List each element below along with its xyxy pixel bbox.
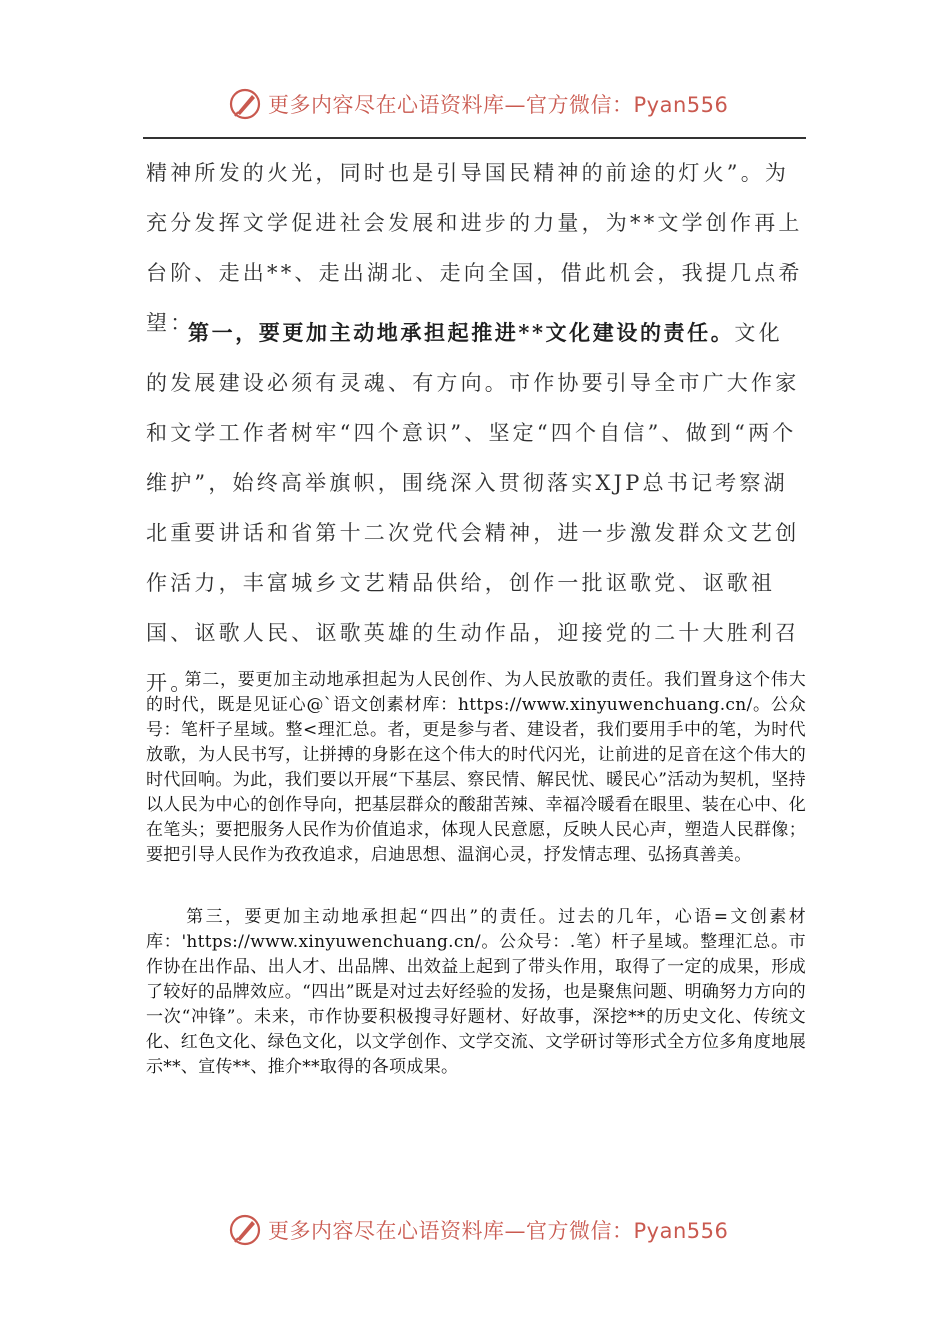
point-two-text: 第二，要更加主动地承担起为人民创作、为人民放歌的责任。我们置身这个伟大的时代，既是见证心@`语文创素材库：https://www.xinyuwenchuang.cn/。公众号：笔杆子星域。整<理汇总。者，更是参与者、建设者，我们要用手中的笔，为时代放歌，为人民书写，让拼搏的身影在这个伟大的时代闪光，让前进的足音在这个伟大的时代回响。为此，我们要以开展“下基层、察民情、解民忧、暖民心”活动为契机，坚持以人民为中心的创作导向，把基层群众的酸甜苦辣、幸福冷暖看在眼里、装在心中、化在笔头；要把服务人民作为价值追求，体现人民意愿，反映人民心声，塑造人民群像；要把引导人民作为孜孜追求，启迪思想、温润心灵，抒发情志理、弘扬真善美。 (146, 670, 806, 865)
paragraph-point-one (146, 308, 806, 708)
quill-logo-icon (228, 1213, 262, 1247)
header-banner (228, 84, 728, 124)
point-one-text: 文化的发展建设必须有灵魂、有方向。市作协要引导全市广大作家和文学工作者树牢“四个意识”、坚定“四个自信”、做到“两个维护”，始终高举旗帜，围绕深入贯彻落实XJP总书记考察湖北重要讲话和省第十二次党代会精神，进一步激发群众文艺创作活力，丰富城乡文艺精品供给，创作一批讴歌党、讴歌祖国、讴歌人民、讴歌英雄的生动作品，迎接党的二十大胜利召开。 (146, 321, 800, 695)
paragraph-intro-text: 精神所发的火光，同时也是引导国民精神的前途的灯火”。为充分发挥文学促进社会发展和进步的力量，为**文学创作再上台阶、走出**、走出湖北、走向全国，借此机会，我提几点希望： (146, 161, 803, 335)
header-banner-text: 更多内容尽在心语资料库—官方微信：Pyan556 (268, 93, 729, 117)
point-three-text: 第三，要更加主动地承担起“四出”的责任。过去的几年，心语=文创素材库：'https://www.xinyuwenchuang.cn/。公众号：.笔）杆子星域。整理汇总。市作协在出作品、出人才、出品牌、出效益上起到了带头作用，取得了一定的成果，形成了较好的品牌效应。“四出”既是对过去好经验的发扬，也是聚焦问题、明确努力方向的一次“冲锋”。未来，市作协要积极搜寻好题材、好故事，深挖**的历史文化、传统文化、红色文化、绿色文化，以文学创作、文学交流、文学研讨等形式全方位多角度地展示**、宣传**、推介**取得的各项成果。 (146, 907, 806, 1077)
header-divider (143, 137, 806, 139)
footer-banner (228, 1210, 728, 1250)
footer-banner-text: 更多内容尽在心语资料库—官方微信：Pyan556 (268, 1219, 729, 1243)
quill-logo-icon (228, 87, 262, 121)
paragraph-point-three (146, 905, 806, 1080)
paragraph-point-two (146, 668, 806, 868)
point-one-heading: 第一，要更加主动地承担起推进**文化建设的责任。 (188, 320, 735, 345)
